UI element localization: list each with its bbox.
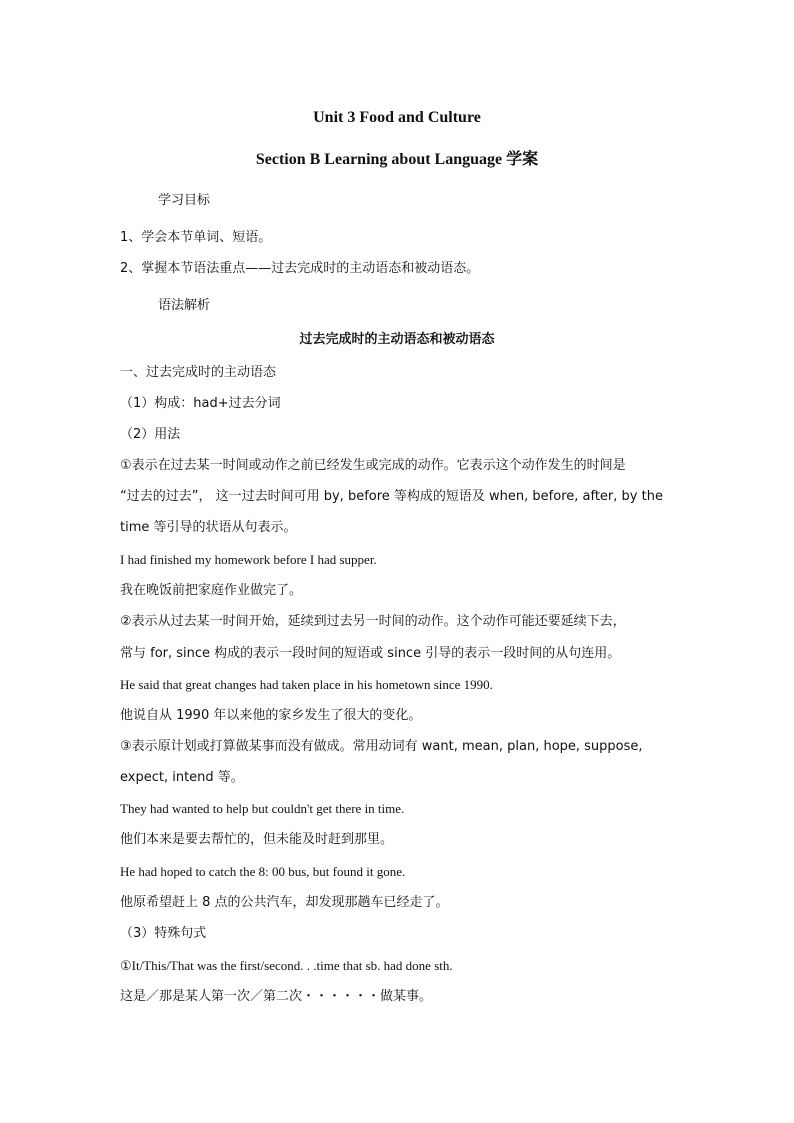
page-title: Unit 3 Food and Culture <box>313 109 481 126</box>
usage-1-line-b: “过去的过去”， 这一过去时间可用 by, before 等构成的短语及 when, before, after, by the <box>120 489 663 504</box>
usage-1-line-c: time 等引导的状语从句表示。 <box>120 520 297 535</box>
example-1-chinese: 我在晚饭前把家庭作业做完了。 <box>120 583 303 598</box>
example-3-english: They had wanted to help but couldn't get there in time. <box>120 801 405 816</box>
objectives-heading: 学习目标 <box>158 193 211 208</box>
usage-2-line-a: ②表示从过去某一时间开始，延续到过去另一时间的动作。这个动作可能还要延续下去， <box>120 614 626 629</box>
special-pattern-heading: （3）特殊句式 <box>120 926 207 941</box>
grammar-heading: 语法解析 <box>158 298 211 313</box>
usage-line: （2）用法 <box>120 427 181 442</box>
section-title: Section B Learning about Language 学案 <box>255 151 539 168</box>
special-pattern-1-english: ①It/This/That was the first/second. . .time that sb. had done sth. <box>120 958 453 973</box>
form-line: （1）构成：had+过去分词 <box>120 396 281 411</box>
usage-3-line-a: ③表示原计划或打算做某事而没有做成。常用动词有 want, mean, plan, hope, suppose, <box>120 739 643 754</box>
section-1-heading: 一、过去完成时的主动语态 <box>120 365 277 380</box>
example-3-chinese: 他们本来是要去帮忙的，但未能及时赶到那里。 <box>120 832 394 847</box>
usage-3-line-b: expect, intend 等。 <box>120 770 244 785</box>
example-2-chinese: 他说自从 1990 年以来他的家乡发生了很大的变化。 <box>120 708 422 723</box>
example-4-chinese: 他原希望赶上 8 点的公共汽车，却发现那趟车已经走了。 <box>120 895 449 910</box>
example-1-english: I had finished my homework before I had supper. <box>120 552 377 567</box>
grammar-topic: 过去完成时的主动语态和被动语态 <box>299 332 495 347</box>
example-4-english: He had hoped to catch the 8: 00 bus, but found it gone. <box>120 864 406 879</box>
special-pattern-1-chinese: 这是／那是某人第一次／第二次・・・・・・做某事。 <box>120 989 433 1004</box>
objective-item-2: 2、掌握本节语法重点——过去完成时的主动语态和被动语态。 <box>120 261 480 276</box>
objective-item-1: 1、学会本节单词、短语。 <box>120 230 272 245</box>
usage-2-line-b: 常与 for, since 构成的表示一段时间的短语或 since 引导的表示一段时间的从句连用。 <box>120 646 621 661</box>
example-2-english: He said that great changes had taken place in his hometown since 1990. <box>120 677 493 692</box>
usage-1-line-a: ①表示在过去某一时间或动作之前已经发生或完成的动作。它表示这个动作发生的时间是 <box>120 458 626 473</box>
